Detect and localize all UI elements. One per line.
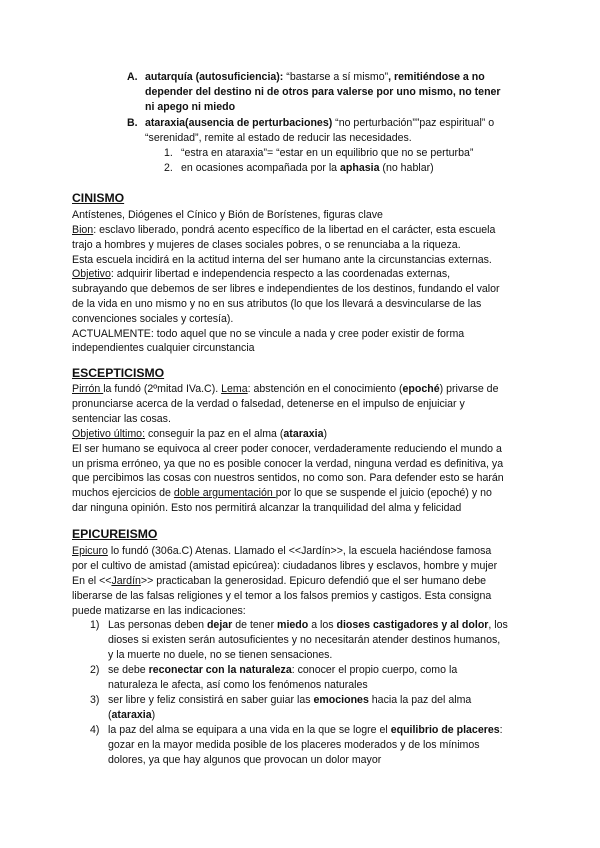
sublist-number-2: 2. — [164, 162, 173, 174]
numbered-marker-2: 2) — [90, 664, 100, 676]
heading-cinismo: CINISMO — [72, 191, 125, 205]
numbered-item-3-line-1: ser libre y feliz consistirá en saber guiar las emociones hacia la paz del alma — [108, 694, 472, 706]
numbered-item-2-line-1: se debe reconectar con la naturaleza: conocer el propio cuerpo, como la — [108, 664, 458, 676]
cinismo-line-9: ACTUALMENTE: todo aquel que no se vincule a nada y cree poder existir de forma — [72, 328, 465, 340]
cinismo-line-1: Antístenes, Diógenes el Cínico y Bión de Borístenes, figuras clave — [72, 209, 383, 221]
item-b-line-2: “serenidad”, remite al estado de reducir las necesidades. — [145, 132, 412, 144]
numbered-item-4-line-1: la paz del alma se equipara a una vida en la que se logre el equilibrio de placeres: — [108, 724, 503, 736]
epicureismo-line-1: Epicuro lo fundó (306a.C) Atenas. Llamado el <<Jardín>>, la escuela haciéndose famosa — [72, 545, 492, 557]
epicureismo-line-2: por el cultivo de amistad (amistad epicúrea): ciudadanos libres y esclavos, hombre y mujer — [72, 560, 498, 572]
sublist-item-2: en ocasiones acompañada por la aphasia (no hablar) — [181, 162, 434, 174]
cinismo-line-3: trajo a hombres y mujeres de clases sociales pobres, o se renunciaba a la riqueza. — [72, 239, 461, 251]
item-b-line-1: ataraxia(ausencia de perturbaciones) “no perturbación””paz espiritual” o — [145, 117, 495, 129]
list-marker-a: A. — [127, 71, 138, 83]
list-marker-b: B. — [127, 117, 138, 129]
epicureismo-line-4: liberarse de las falsas religiones y el temor a los falsos premios y castigos. Esta consigna — [72, 590, 492, 602]
heading-escepticismo: ESCEPTICISMO — [72, 366, 165, 380]
numbered-item-1-line-2: dioses si existen serán autosuficientes y no necesitarán atender destinos humanos, — [108, 634, 501, 646]
numbered-marker-1: 1) — [90, 619, 100, 631]
numbered-item-4-line-2: gozar en la mayor medida posible de los placeres moderados y de los mínimos — [108, 739, 480, 751]
escepticismo-line-1: Pirrón la fundó (2ºmitad IVa.C). Lema: abstención en el conocimiento (epoché) privarse de — [72, 383, 499, 395]
numbered-item-2-line-2: naturaleza le afecta, así como los fenómenos naturales — [108, 679, 368, 691]
item-a-line-1: autarquía (autosuficiencia): “bastarse a sí mismo”, remitiéndose a no — [145, 71, 485, 83]
cinismo-line-6: subrayando que debemos de ser libres e independientes de los destinos, fundando el valor — [72, 283, 500, 295]
escepticismo-line-8: muchos ejercicios de doble argumentación por lo que se suspende el juicio (epoché) y no — [72, 487, 492, 499]
heading-epicureismo: EPICUREISMO — [72, 527, 158, 541]
escepticismo-line-9: dar ninguna opinión. Esto nos permitirá alcanzar la tranquilidad del alma y felicidad — [72, 502, 462, 514]
numbered-marker-3: 3) — [90, 694, 100, 706]
epicureismo-line-5: puede matizarse en las indicaciones: — [72, 605, 246, 617]
epicureismo-line-3: En el <<Jardín>> practicaban la generosidad. Epicuro defendió que el ser humano debe — [72, 575, 487, 587]
numbered-item-4-line-3: dolores, ya que hay algunos que provocan un dolor mayor — [108, 754, 382, 766]
numbered-item-1-line-1: Las personas deben dejar de tener miedo a los dioses castigadores y al dolor, los — [108, 619, 508, 631]
cinismo-line-7: de la vida en uno mismo y no en sus atributos (lo que los llevará a desvincularse de las — [72, 298, 482, 310]
escepticismo-line-3: sentenciar las cosas. — [72, 413, 171, 425]
sublist-number-1: 1. — [164, 147, 173, 159]
escepticismo-line-4: Objetivo último: conseguir la paz en el alma (ataraxia) — [72, 428, 327, 440]
escepticismo-line-2: pronunciarse acerca de la verdad o falsedad, detenerse en el impulso de enjuiciar y — [72, 398, 465, 410]
numbered-item-1-line-3: y la muerte no duele, no se tienen sensaciones. — [108, 649, 333, 661]
escepticismo-line-7: que percibimos las cosas con nuestros sentidos, no como son. Para defender esto se harán — [72, 472, 504, 484]
numbered-marker-4: 4) — [90, 724, 100, 736]
escepticismo-line-6: un prisma erróneo, ya que no es posible conocer la verdad, ninguna verdad es definitiva, ya — [72, 458, 504, 470]
item-a-line-2: depender del destino ni de otros para valerse por uno mismo, no tener — [145, 86, 501, 98]
cinismo-line-8: convenciones sociales y cortesía). — [72, 313, 234, 325]
cinismo-line-4: Esta escuela incidirá en la actitud interna del ser humano ante la circunstancias externas. — [72, 254, 492, 266]
cinismo-line-10: independientes cualquier circunstancia — [72, 342, 255, 354]
item-a-line-3: ni apego ni miedo — [145, 101, 236, 113]
cinismo-line-5: Objetivo: adquirir libertad e independencia respecto a las coordenadas externas, — [72, 268, 451, 280]
sublist-item-1: “estra en ataraxia”= “estar en un equilibrio que no se perturba” — [181, 147, 474, 159]
numbered-item-3-line-2: (ataraxia) — [108, 709, 156, 721]
cinismo-line-2: Bion: esclavo liberado, pondrá acento específico de la libertad en el carácter, esta escuela — [72, 224, 496, 236]
escepticismo-line-5: El ser humano se equivoca al creer poder conocer, verdaderamente reduciendo el mundo a — [72, 443, 502, 455]
